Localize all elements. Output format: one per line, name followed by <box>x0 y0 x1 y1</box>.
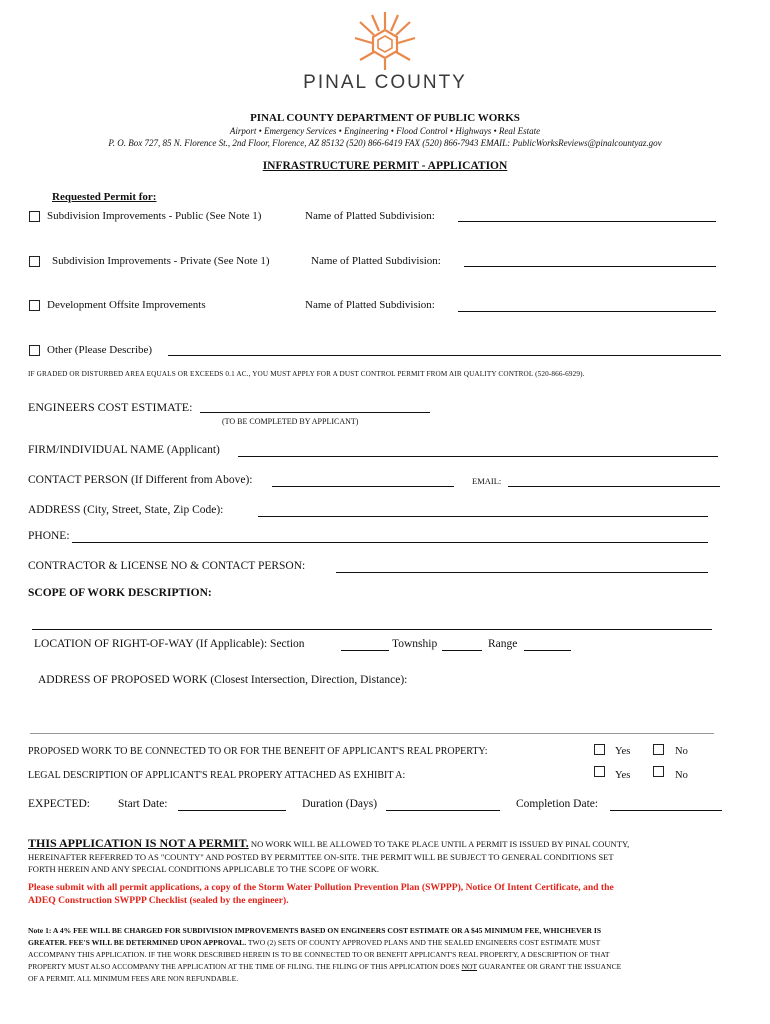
section-field[interactable] <box>341 650 389 651</box>
swppp-notice-2: ADEQ Construction SWPPP Checklist (sealed by the engineer). <box>28 895 289 906</box>
contractor-field[interactable] <box>336 572 708 573</box>
address-label: ADDRESS (City, Street, State, Zip Code): <box>28 504 224 516</box>
platted-subdivision-label-3: Name of Platted Subdivision: <box>305 299 435 311</box>
range-field[interactable] <box>524 650 571 651</box>
not-permit-body-2: HEREINAFTER REFERRED TO AS "COUNTY" AND POSTED BY PERMITTEE ON-SITE. THE PERMIT WILL BE SUBJECT TO GENERAL CONDITIONS SET <box>28 852 614 862</box>
department-title: PINAL COUNTY DEPARTMENT OF PUBLIC WORKS <box>250 112 520 124</box>
connected-no-checkbox[interactable] <box>653 744 664 755</box>
phone-label: PHONE: <box>28 530 70 542</box>
legal-yes-checkbox[interactable] <box>594 766 605 777</box>
address-field[interactable] <box>258 516 708 517</box>
dust-control-notice: IF GRADED OR DISTURBED AREA EQUALS OR EXCEEDS 0.1 AC., YOU MUST APPLY FOR A DUST CONTROL PERMIT FROM AIR QUALITY CONTROL (520-866-6929). <box>28 370 585 378</box>
start-date-label: Start Date: <box>118 798 168 810</box>
firm-name-field[interactable] <box>238 456 718 457</box>
note-line-4a: PROPERTY MUST ALSO ACCOMPANY THE APPLICATION AT THE TIME OF FILING. THE FILING OF THIS APPLICATION DOES <box>28 962 462 971</box>
contact-person-field[interactable] <box>272 486 454 487</box>
start-date-field[interactable] <box>178 810 286 811</box>
platted-subdivision-label-2: Name of Platted Subdivision: <box>311 255 441 267</box>
duration-label: Duration (Days) <box>302 798 378 810</box>
firm-name-label: FIRM/INDIVIDUAL NAME (Applicant) <box>28 444 220 456</box>
proposed-work-address-label: ADDRESS OF PROPOSED WORK (Closest Intersection, Direction, Distance): <box>38 674 408 686</box>
form-title: INFRASTRUCTURE PERMIT - APPLICATION <box>262 160 508 172</box>
contact-person-label: CONTACT PERSON (If Different from Above): <box>28 474 253 486</box>
proposed-work-address-field[interactable] <box>30 733 714 734</box>
connected-yes-checkbox[interactable] <box>594 744 605 755</box>
legal-description-label: LEGAL DESCRIPTION OF APPLICANT'S REAL PROPERY ATTACHED AS EXHIBIT A: <box>28 770 406 781</box>
subdivision-public-checkbox[interactable] <box>29 211 40 222</box>
other-checkbox[interactable] <box>29 345 40 356</box>
not-permit-body-1: NO WORK WILL BE ALLOWED TO TAKE PLACE UNTIL A PERMIT IS ISSUED BY PINAL COUNTY, <box>248 839 630 849</box>
note-line-4-not: NOT <box>461 962 478 971</box>
connected-no-label: No <box>675 746 688 757</box>
completion-date-label: Completion Date: <box>516 798 599 810</box>
duration-field[interactable] <box>386 810 500 811</box>
county-name: PINAL COUNTY <box>303 72 467 93</box>
cost-estimate-label: ENGINEERS COST ESTIMATE: <box>28 400 193 414</box>
note-line-5: OF A PERMIT. ALL MINIMUM FEES ARE NON REFUNDABLE. <box>28 974 239 983</box>
note-line-2 <box>28 938 600 947</box>
connected-yes-label: Yes <box>615 746 631 757</box>
development-offsite-label: Development Offsite Improvements <box>47 299 206 311</box>
completion-date-field[interactable] <box>610 810 722 811</box>
not-permit-heading: THIS APPLICATION IS NOT A PERMIT. <box>28 836 249 850</box>
note-line-1: Note 1: A 4% FEE WILL BE CHARGED FOR SUBDIVISION IMPROVEMENTS BASED ON ENGINEERS COST ESTIMATE OR A $45 MINIMUM FEE, WHICHEVER IS <box>28 926 602 935</box>
note-line-4 <box>28 962 621 971</box>
subdivision-public-label: Subdivision Improvements - Public (See Note 1) <box>47 210 262 222</box>
cost-estimate-note: (TO BE COMPLETED BY APPLICANT) <box>222 417 359 426</box>
note-line-4b: GUARANTEE OR GRANT THE ISSUANCE <box>477 962 622 971</box>
email-field[interactable] <box>508 486 720 487</box>
other-description-field[interactable] <box>168 355 721 356</box>
scope-of-work-field[interactable] <box>32 629 712 630</box>
subdivision-private-label: Subdivision Improvements - Private (See Note 1) <box>52 255 270 267</box>
swppp-notice-1: Please submit with all permit applications, a copy of the Storm Water Pollution Prevention Plan (SWPPP), Notice Of Intent Certificate, and the <box>28 882 614 893</box>
platted-subdivision-label-1: Name of Platted Subdivision: <box>305 210 435 222</box>
note-line-3: ACCOMPANY THIS APPLICATION. IF THE WORK DESCRIBED HEREIN IS TO BE CONNECTED TO OR BENEFIT APPLICANT'S REAL PROPERTY, A DESCRIPTION OF THAT <box>28 950 610 959</box>
other-label: Other (Please Describe) <box>47 344 153 356</box>
platted-subdivision-field-1[interactable] <box>458 221 716 222</box>
pinal-county-logo-icon <box>340 8 430 72</box>
range-label: Range <box>488 638 518 650</box>
legal-no-checkbox[interactable] <box>653 766 664 777</box>
expected-label: EXPECTED: <box>28 798 90 810</box>
note-line-2-bold: GREATER. FEE'S WILL BE DETERMINED UPON APPROVAL. <box>28 938 247 947</box>
legal-no-label: No <box>675 770 688 781</box>
township-label: Township <box>392 638 438 650</box>
platted-subdivision-field-3[interactable] <box>458 311 716 312</box>
subdivision-private-checkbox[interactable] <box>29 256 40 267</box>
connected-property-label: PROPOSED WORK TO BE CONNECTED TO OR FOR THE BENEFIT OF APPLICANT'S REAL PROPERTY: <box>28 746 488 757</box>
not-permit-body-3: FORTH HEREIN AND ANY SPECIAL CONDITIONS APPLICABLE TO THE SCOPE OF WORK. <box>28 864 380 874</box>
note-line-2-rest: TWO (2) SETS OF COUNTY APPROVED PLANS AND THE SEALED ENGINEERS COST ESTIMATE MUST <box>246 938 601 947</box>
contact-address-line: P. O. Box 727, 85 N. Florence St., 2nd Floor, Florence, AZ 85132 (520) 866-6419 FAX (520) 866-7943 EMAIL: PublicWorksReviews@pinalcountyaz.gov <box>108 138 662 148</box>
scope-of-work-label: SCOPE OF WORK DESCRIPTION: <box>28 587 212 599</box>
requested-permit-heading: Requested Permit for: <box>52 191 157 203</box>
township-field[interactable] <box>442 650 482 651</box>
contractor-label: CONTRACTOR & LICENSE NO & CONTACT PERSON: <box>28 560 306 572</box>
platted-subdivision-field-2[interactable] <box>464 266 716 267</box>
email-label: EMAIL: <box>472 476 502 486</box>
location-label: LOCATION OF RIGHT-OF-WAY (If Applicable): Section <box>34 638 305 650</box>
services-line: Airport • Emergency Services • Engineering • Flood Control • Highways • Real Estate <box>229 126 541 136</box>
not-permit-notice <box>28 836 629 851</box>
cost-estimate-field[interactable] <box>200 412 430 413</box>
development-offsite-checkbox[interactable] <box>29 300 40 311</box>
phone-field[interactable] <box>72 542 708 543</box>
legal-yes-label: Yes <box>615 770 631 781</box>
